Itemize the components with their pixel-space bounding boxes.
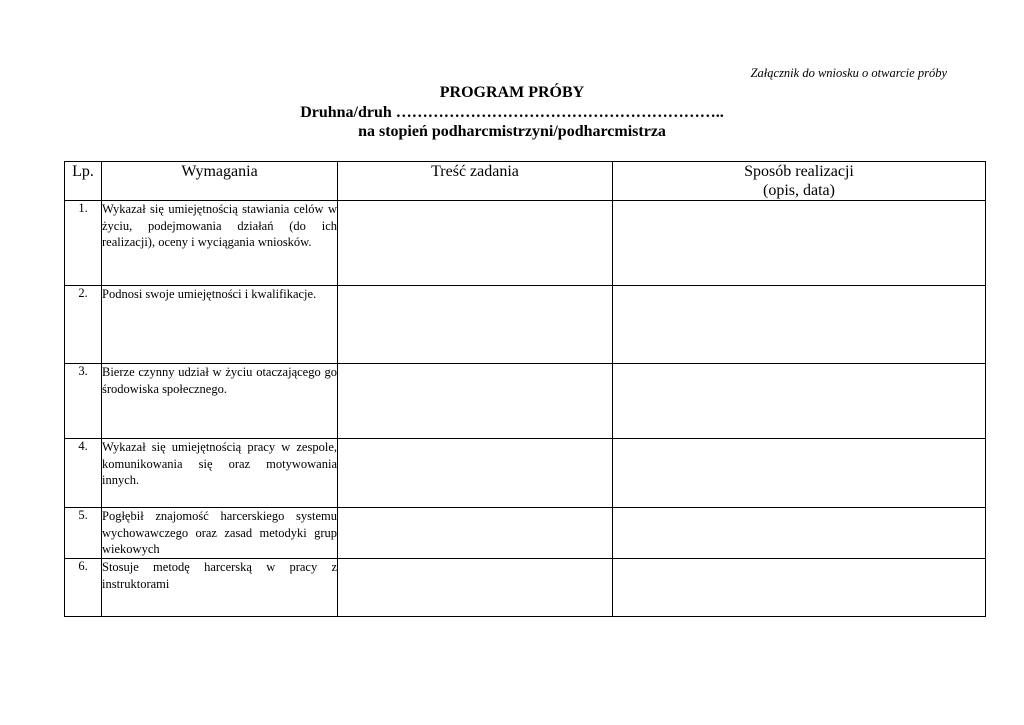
task-content-cell[interactable] bbox=[338, 559, 613, 617]
table-row bbox=[65, 559, 986, 617]
program-table bbox=[64, 161, 986, 617]
header-method-subtitle: (opis, data) bbox=[763, 182, 835, 199]
header-lp: Lp. bbox=[65, 162, 102, 201]
header-method-title: Sposób realizacji bbox=[744, 163, 854, 180]
annex-note: Załącznik do wniosku o otwarcie próby bbox=[750, 66, 947, 80]
requirement-text: Wykazał się umiejętnością pracy w zespole, komunikowania się oraz motywowania innych. bbox=[102, 439, 338, 508]
row-number: 3. bbox=[65, 364, 102, 439]
row-number: 1. bbox=[65, 201, 102, 286]
requirement-text: Wykazał się umiejętnością stawiania celów w życiu, podejmowania działań (do ich realizacji), oceny i wyciągania wniosków. bbox=[102, 201, 338, 286]
header-method bbox=[613, 162, 986, 201]
row-number: 2. bbox=[65, 286, 102, 364]
row-number: 6. bbox=[65, 559, 102, 617]
row-number: 4. bbox=[65, 439, 102, 508]
requirement-text: Pogłębił znajomość harcerskiego systemu wychowawczego oraz zasad metodyki grup wiekowych bbox=[102, 508, 338, 559]
method-cell[interactable] bbox=[613, 559, 986, 617]
method-cell[interactable] bbox=[613, 439, 986, 508]
task-content-cell[interactable] bbox=[338, 439, 613, 508]
candidate-line: Druhna/druh …………………………………………………….. bbox=[300, 104, 724, 121]
requirement-text: Bierze czynny udział w życiu otaczającego go środowiska społecznego. bbox=[102, 364, 338, 439]
rank-line: na stopień podharcmistrzyni/podharcmistrza bbox=[358, 123, 666, 140]
task-content-cell[interactable] bbox=[338, 364, 613, 439]
table-header-row bbox=[65, 162, 986, 201]
table-row bbox=[65, 201, 986, 286]
requirement-text: Podnosi swoje umiejętności i kwalifikacje. bbox=[102, 286, 338, 364]
method-cell[interactable] bbox=[613, 201, 986, 286]
requirement-text: Stosuje metodę harcerską w pracy z instruktorami bbox=[102, 559, 338, 617]
document-title: PROGRAM PRÓBY bbox=[439, 84, 585, 101]
table-row bbox=[65, 286, 986, 364]
table-row bbox=[65, 364, 986, 439]
task-content-cell[interactable] bbox=[338, 508, 613, 559]
header-requirements: Wymagania bbox=[102, 162, 338, 201]
method-cell[interactable] bbox=[613, 364, 986, 439]
method-cell[interactable] bbox=[613, 286, 986, 364]
task-content-cell[interactable] bbox=[338, 201, 613, 286]
row-number: 5. bbox=[65, 508, 102, 559]
table-row bbox=[65, 508, 986, 559]
task-content-cell[interactable] bbox=[338, 286, 613, 364]
header-task-content: Treść zadania bbox=[338, 162, 613, 201]
table-row bbox=[65, 439, 986, 508]
method-cell[interactable] bbox=[613, 508, 986, 559]
